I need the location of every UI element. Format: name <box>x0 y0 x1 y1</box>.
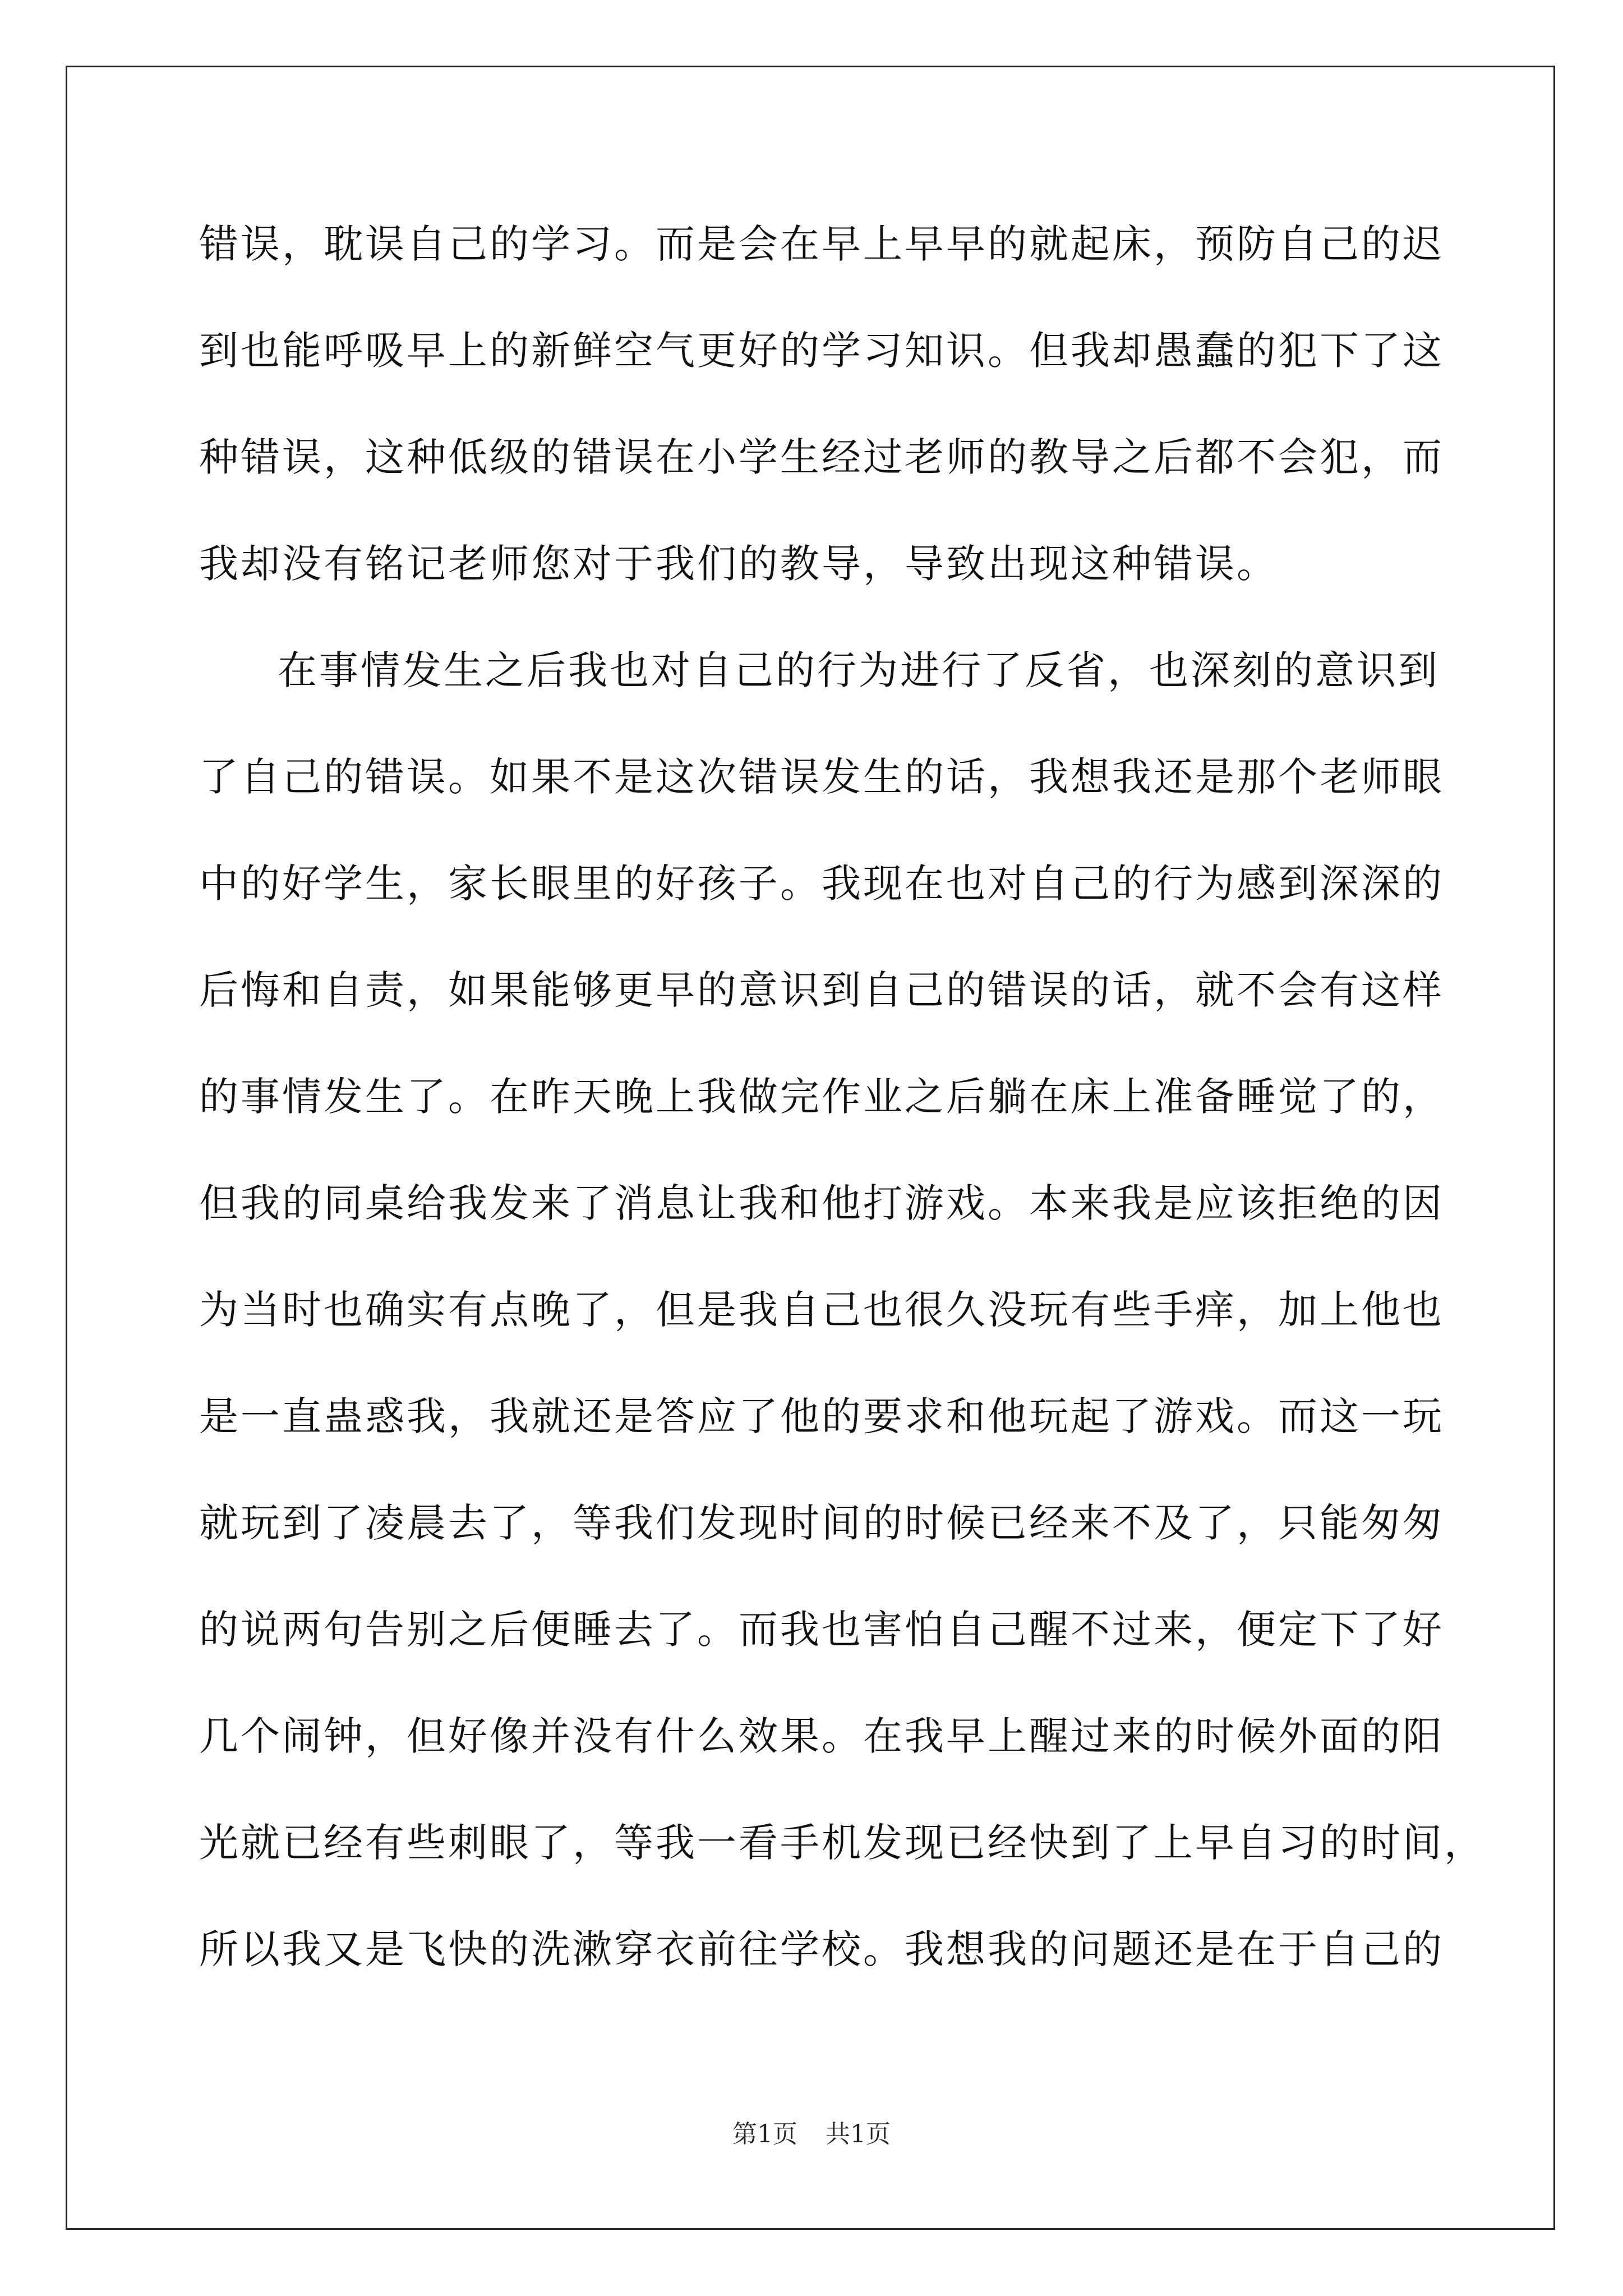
text-line: 我却没有铭记老师您对于我们的教导，导致出现这种错误。 <box>199 541 1278 587</box>
document-body <box>199 213 1486 2025</box>
text-line: 后悔和自责，如果能够更早的意识到自己的错误的话，就不会有这样 <box>199 967 1444 1013</box>
text-line: 但我的同桌给我发来了消息让我和他打游戏。本来我是应该拒绝的因 <box>199 1180 1444 1226</box>
text-line: 是一直蛊惑我，我就还是答应了他的要求和他玩起了游戏。而这一玩 <box>199 1393 1444 1439</box>
text-line-paragraph-start: 在事情发生之后我也对自己的行为进行了反省，也深刻的意识到 <box>278 647 1440 693</box>
page-number: 第1页 <box>732 2120 797 2148</box>
text-line: 错误，耽误自己的学习。而是会在早上早早的就起床，预防自己的迟 <box>199 221 1444 267</box>
text-line: 所以我又是飞快的洗漱穿衣前往学校。我想我的问题还是在于自己的 <box>199 1926 1444 1972</box>
text-line: 的事情发生了。在昨天晚上我做完作业之后躺在床上准备睡觉了的， <box>199 1074 1444 1120</box>
text-line: 为当时也确实有点晚了，但是我自己也很久没玩有些手痒，加上他也 <box>199 1287 1444 1333</box>
text-line: 几个闹钟，但好像并没有什么效果。在我早上醒过来的时候外面的阳 <box>199 1713 1444 1759</box>
text-line: 就玩到了凌晨去了，等我们发现时间的时候已经来不及了，只能匆匆 <box>199 1500 1444 1546</box>
text-line: 中的好学生，家长眼里的好孩子。我现在也对自己的行为感到深深的 <box>199 861 1444 907</box>
page-total: 共1页 <box>826 2120 891 2148</box>
text-line: 到也能呼吸早上的新鲜空气更好的学习知识。但我却愚蠢的犯下了这 <box>199 328 1444 374</box>
text-line: 了自己的错误。如果不是这次错误发生的话，我想我还是那个老师眼 <box>199 754 1444 800</box>
text-line: 种错误，这种低级的错误在小学生经过老师的教导之后都不会犯，而 <box>199 434 1444 480</box>
page-footer <box>0 2114 1623 2150</box>
text-line: 的说两句告别之后便睡去了。而我也害怕自己醒不过来，便定下了好 <box>199 1607 1444 1653</box>
text-line: 光就已经有些刺眼了，等我一看手机发现已经快到了上早自习的时间， <box>199 1820 1486 1866</box>
